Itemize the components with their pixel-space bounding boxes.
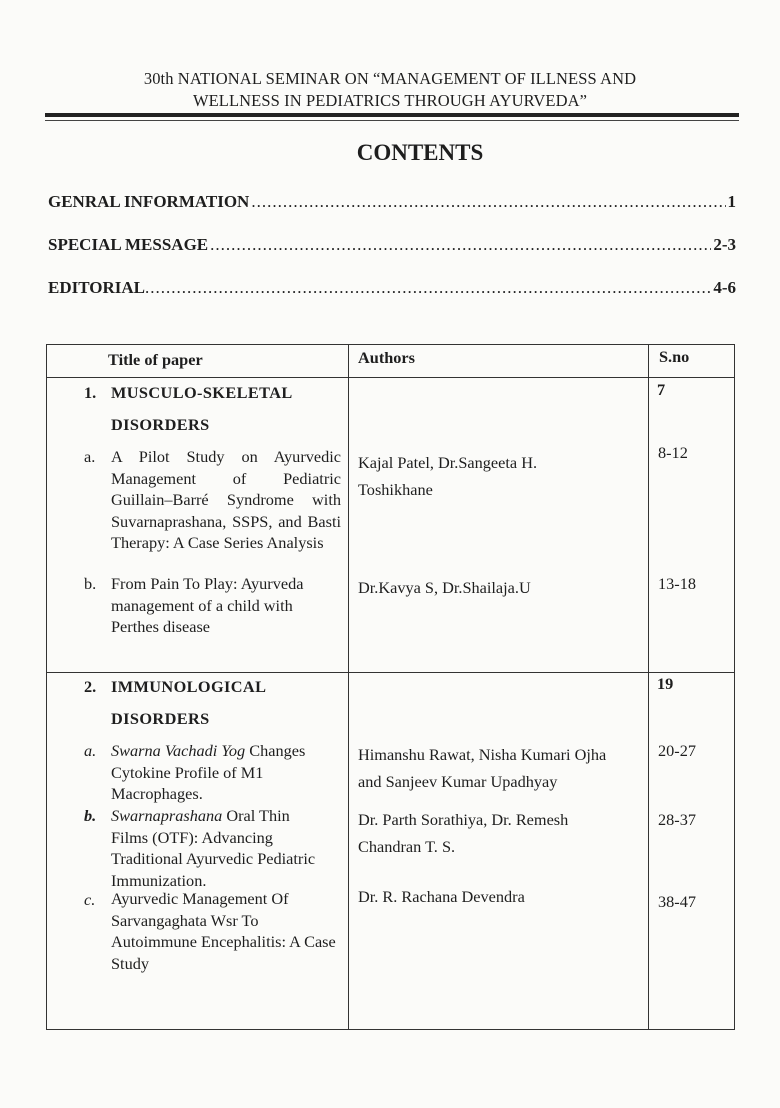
- paper-authors-line: Himanshu Rawat, Nisha Kumari Ojha: [358, 745, 607, 764]
- paper-title: From Pain To Play: Ayurveda management of a child with Perthes disease: [111, 574, 304, 636]
- table-col-divider: [348, 344, 349, 1030]
- paper-marker: a.: [84, 741, 97, 760]
- toc-entry: [48, 278, 736, 298]
- section-heading: DISORDERS: [111, 415, 210, 434]
- paper-title-italic: Swarna Vachadi Yog: [111, 741, 246, 760]
- section-page: 7: [657, 380, 666, 399]
- header-rule-thick: [45, 113, 739, 117]
- paper-title: [111, 805, 336, 891]
- paper-authors: [358, 741, 606, 795]
- section-page: 19: [657, 674, 674, 693]
- section-number: 1.: [84, 383, 97, 402]
- paper-authors-line: and Sanjeev Kumar Upadhyay: [358, 772, 558, 791]
- section-heading: DISORDERS: [111, 709, 210, 728]
- table-border-bottom: [46, 1029, 735, 1030]
- paper-pages: 38-47: [658, 892, 696, 911]
- table-col-divider: [648, 344, 649, 1030]
- toc-label: SPECIAL MESSAGE: [48, 235, 209, 254]
- paper-authors-line: Dr. Parth Sorathiya, Dr. Remesh: [358, 810, 569, 829]
- paper-title-text: Oral Thin: [222, 806, 290, 825]
- paper-authors: Dr. R. Rachana Devendra: [358, 887, 525, 906]
- col-header-authors: Authors: [358, 348, 415, 367]
- header-line-1: 30th NATIONAL SEMINAR ON “MANAGEMENT OF ILLNESS AND: [143, 69, 637, 88]
- paper-title: Ayurvedic Management Of Sarvangaghata Wsr To Autoimmune Encephalitis: A Case Study: [111, 889, 336, 973]
- paper-title: [111, 740, 336, 805]
- header-line-2: WELLNESS IN PEDIATRICS THROUGH AYURVEDA”: [192, 91, 588, 110]
- paper-pages: 20-27: [658, 741, 696, 760]
- table-border-left: [46, 344, 47, 1030]
- paper-title-text: Cytokine Profile of M1 Macrophages.: [111, 762, 264, 803]
- header-rule-thin: [45, 120, 739, 121]
- col-header-sno: S.no: [659, 347, 690, 366]
- toc-label: EDITORIAL: [48, 278, 145, 297]
- toc-page: 1: [727, 192, 736, 211]
- table-border-top: [46, 344, 735, 345]
- paper-marker: a.: [84, 447, 96, 466]
- toc-page: 4-6: [713, 278, 736, 297]
- paper-title-text: Changes: [245, 741, 306, 760]
- toc-label: GENRAL INFORMATION: [48, 192, 250, 211]
- toc-entry: [48, 235, 736, 255]
- paper-pages: 8-12: [658, 443, 688, 462]
- paper-authors: Dr.Kavya S, Dr.Shailaja.U: [358, 578, 531, 597]
- toc-leader: [251, 192, 725, 212]
- section-number: 2.: [84, 677, 97, 696]
- toc-leader: [145, 278, 711, 298]
- paper-authors: [358, 806, 568, 860]
- paper-authors-line: Chandran T. S.: [358, 837, 456, 856]
- paper-pages: 13-18: [658, 574, 696, 593]
- paper-title-italic: Swarnaprashana: [111, 806, 223, 825]
- table-border-right: [734, 344, 735, 1030]
- table-header-rule: [46, 377, 735, 378]
- toc-page: 2-3: [713, 235, 736, 254]
- section-heading: MUSCULO-SKELETAL: [111, 383, 293, 402]
- paper-marker: b.: [84, 574, 97, 593]
- paper-marker: c.: [84, 890, 96, 909]
- paper-title-text: Films (OTF): Advancing Traditional Ayurvedic Pediatric Immunization.: [111, 827, 316, 890]
- paper-authors: Kajal Patel, Dr.Sangeeta H. Toshikhane: [358, 453, 538, 499]
- page-title: CONTENTS: [356, 140, 484, 165]
- toc-entry: [48, 192, 736, 212]
- paper-title: A Pilot Study on Ayurvedic Management of Pediatric Guillain–Barré Syndrome with Suvarnaprashana, SSPS, and Basti Therapy: A Case Series Analysis: [111, 447, 341, 552]
- table-section-rule: [46, 672, 735, 673]
- toc-leader: [210, 235, 711, 255]
- paper-marker: b.: [84, 806, 97, 825]
- col-header-title: Title of paper: [108, 350, 203, 369]
- section-heading: IMMUNOLOGICAL: [111, 677, 267, 696]
- paper-pages: 28-37: [658, 810, 696, 829]
